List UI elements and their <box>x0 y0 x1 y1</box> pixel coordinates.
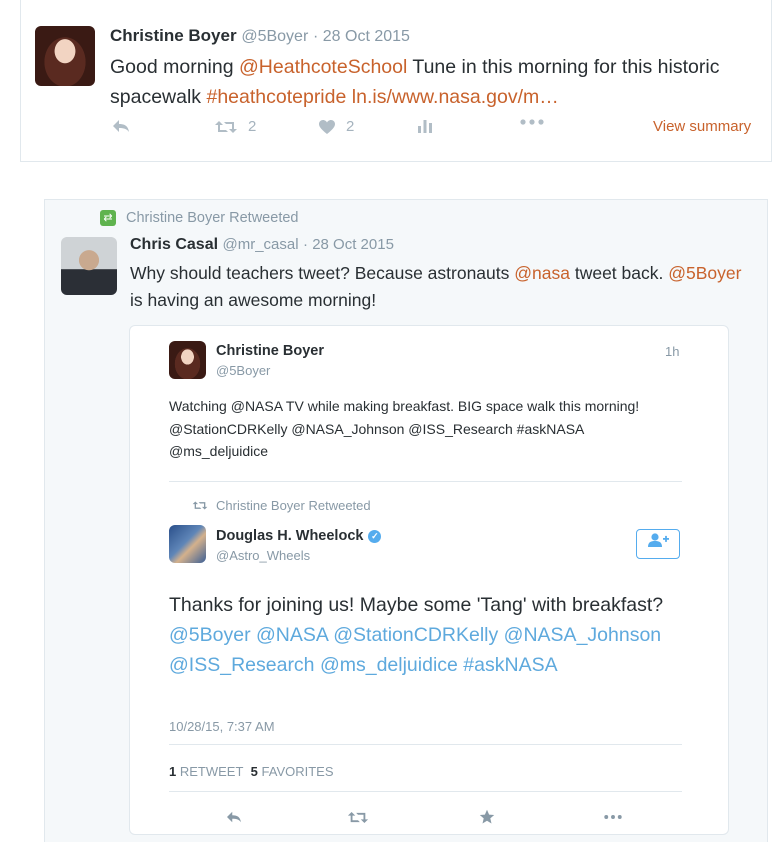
favorite-count[interactable]: 5 <box>250 764 258 779</box>
url-link[interactable]: ln.is/www.nasa.gov/m… <box>351 86 559 108</box>
tweet-stats <box>169 764 334 779</box>
favorite-button[interactable] <box>479 809 495 825</box>
author-handle[interactable]: @mr_casal <box>222 236 299 253</box>
tweet-text <box>130 260 750 314</box>
like-count: 2 <box>346 118 355 135</box>
retweeted-by-label[interactable]: Christine Boyer Retweeted <box>126 210 299 226</box>
retweet-icon <box>192 500 208 511</box>
tweet-date[interactable]: · 28 Oct 2015 <box>313 28 410 45</box>
author-handle[interactable]: @Astro_Wheels <box>216 548 311 563</box>
retweet-button[interactable] <box>347 810 369 825</box>
avatar[interactable] <box>169 341 206 379</box>
retweet-icon <box>214 119 238 135</box>
tweet-card-christine[interactable] <box>20 0 772 162</box>
analytics-icon <box>417 118 433 134</box>
author-name[interactable]: Christine Boyer <box>216 343 324 359</box>
tweet-text: Watching @NASA TV while making breakfast. BIG space walk this morning! @StationCDRKelly @NASA_Johnson @ISS_Research #askNASA @ms_deljuidice <box>169 398 640 459</box>
reply-button[interactable] <box>225 810 243 824</box>
more-icon <box>602 814 624 820</box>
tweet-text-part: Why should teachers tweet? Because astronauts <box>130 263 515 283</box>
retweeted-by <box>100 210 298 226</box>
tweet-text-part: Good morning <box>110 56 239 78</box>
analytics-button[interactable] <box>417 118 433 134</box>
reply-button[interactable] <box>111 118 131 134</box>
avatar[interactable] <box>61 237 117 295</box>
tweet-text-part: tweet back. <box>569 263 669 283</box>
tweet-text-part: is having an awesome morning! <box>130 290 377 310</box>
embedded-tweet-actions <box>130 806 730 830</box>
star-icon <box>479 809 495 825</box>
tweet-text <box>169 590 689 680</box>
favorite-count-label[interactable]: FAVORITES <box>261 764 334 779</box>
author-handle[interactable]: @5Boyer <box>241 28 309 45</box>
follow-icon <box>647 532 669 548</box>
like-button[interactable] <box>318 118 354 135</box>
author-handle[interactable]: @5Boyer <box>216 363 271 378</box>
reply-icon <box>111 118 131 134</box>
tweet-actions <box>21 118 773 146</box>
mention-link[interactable]: @5Boyer <box>668 263 742 283</box>
tweet-text-part: Thanks for joining us! Maybe some 'Tang' with breakfast? <box>169 594 664 616</box>
tweet-text <box>110 52 760 112</box>
retweet-button[interactable] <box>214 118 256 135</box>
follow-button[interactable] <box>636 529 680 559</box>
tweet-time[interactable]: 1h <box>665 344 680 359</box>
more-icon <box>519 118 545 126</box>
mention-link[interactable]: @nasa <box>514 263 570 283</box>
tweet-date[interactable]: · 28 Oct 2015 <box>303 236 394 253</box>
author-name[interactable]: Douglas H. Wheelock <box>216 528 364 544</box>
tweet-text-part: Tune in this morning for this historic spacewalk <box>110 56 720 108</box>
author-name[interactable]: Chris Casal <box>130 236 219 253</box>
retweeted-by <box>192 498 371 513</box>
divider <box>169 481 682 482</box>
retweet-count-label[interactable]: RETWEET <box>179 764 244 779</box>
author-name-row <box>216 528 381 544</box>
avatar[interactable] <box>169 525 206 563</box>
more-button[interactable] <box>602 814 624 820</box>
tweet-card-chris-casal[interactable] <box>44 199 768 842</box>
verified-icon: ✓ <box>368 530 381 543</box>
retweeted-by-label[interactable]: Christine Boyer Retweeted <box>216 498 371 513</box>
retweet-count: 2 <box>248 118 257 135</box>
mention-links[interactable]: @5Boyer @NASA @StationCDRKelly @NASA_Johnson @ISS_Research @ms_deljuidice #askNASA <box>169 624 662 676</box>
mention-link[interactable]: @HeathcoteSchool <box>239 56 408 78</box>
divider <box>169 791 682 792</box>
hashtag-link[interactable]: #heathcotepride <box>206 86 347 108</box>
tweet-timestamp[interactable]: 10/28/15, 7:37 AM <box>169 719 275 734</box>
more-button[interactable] <box>519 118 545 126</box>
embedded-tweet[interactable] <box>129 325 729 835</box>
heart-icon <box>318 119 336 135</box>
retweet-count[interactable]: 1 <box>169 764 177 779</box>
reply-icon <box>225 810 243 824</box>
retweet-icon: ⇄ <box>100 210 116 226</box>
author-name[interactable]: Christine Boyer <box>110 26 237 45</box>
avatar[interactable] <box>35 26 95 86</box>
retweet-icon <box>347 810 369 825</box>
tweet-header <box>110 26 410 46</box>
divider <box>169 744 682 745</box>
view-summary-link[interactable]: View summary <box>653 118 752 135</box>
tweet-header <box>130 236 394 254</box>
